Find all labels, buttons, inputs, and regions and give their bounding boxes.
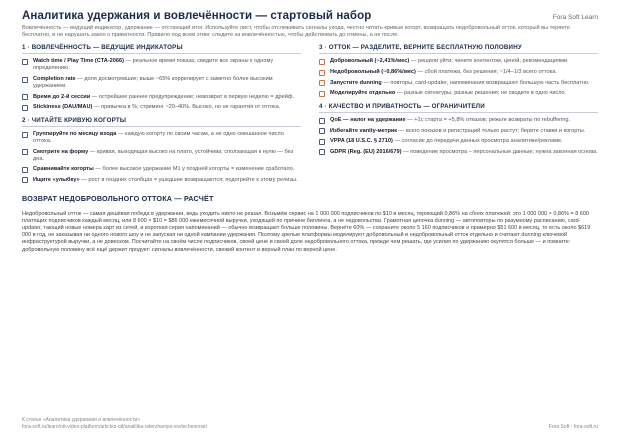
- footer: [22, 417, 598, 430]
- item-desc: — привычка в %; стриминг ~20–40%. Высоко, но не гарантия от оттока.: [92, 104, 281, 111]
- item-desc: — разные сигнатуры, разные решения; не сводите в одно число.: [395, 90, 567, 97]
- item-desc: — каждую когорту по своим часам, а не одно смешанное число оттока.: [33, 131, 284, 145]
- item-desc: — кривая, выходящая высоко на плато, устойчива; сползающая к нулю — без дна.: [33, 148, 294, 162]
- section-heading-quality: 4 · КАЧЕСТВО И ПРИВАТНОСТЬ — ОГРАНИЧИТЕЛИ: [319, 103, 598, 113]
- item-term: Недобровольный (~0,86%/мес): [330, 69, 416, 75]
- checkbox[interactable]: [22, 167, 28, 173]
- checklist-item: [319, 69, 598, 76]
- item-desc: — повторы, card-updater, напоминания возвращают большую часть бесплатно.: [381, 79, 590, 86]
- item-desc: — реальное время показа; сведите все экраны к одному определению.: [33, 58, 274, 72]
- checkbox[interactable]: [319, 149, 325, 155]
- item-term: Избегайте vanity-метрик: [330, 127, 398, 134]
- checklist-item: [319, 117, 598, 124]
- intro-paragraph: Вовлечённость — ведущий индикатор, удержание — отстающий итог. Используйте лист, чтобы отслеживать сигналы ухода, честно читать кривые когорт, возвращать недобровольный отток, который вы теряете бесплатно, и не нарушать закон о приватности. Правило под всем этим: следите за вовлечённостью, чтобы действовать до отмены, а не после.: [22, 25, 570, 39]
- checklist-item: [22, 131, 301, 145]
- section-items-churn: [319, 58, 598, 97]
- item-desc: — согласие до передачи данных просмотра аналитике/рекламе.: [392, 138, 563, 145]
- brand-label: Fora Soft Learn: [552, 14, 598, 21]
- checklist-item: [22, 94, 301, 101]
- checklist-item: [319, 58, 598, 65]
- item-term: Время до 2-й сессии: [33, 93, 91, 100]
- header: [22, 10, 598, 22]
- item-term: Группируйте по месяцу входа: [33, 131, 117, 138]
- item-term: VPPA (18 U.S.C. § 2710): [330, 138, 393, 145]
- item-term: GDPR (Reg. (EU) 2016/679): [330, 148, 402, 155]
- checkbox[interactable]: [319, 118, 325, 124]
- section-heading-churn: 3 · ОТТОК — РАЗДЕЛИТЕ, ВЕРНИТЕ БЕСПЛАТНУЮ ПОЛОВИНУ: [319, 44, 598, 54]
- item-desc: — острейшее раннее предупреждение; невозврат в первую неделю = дрейф.: [90, 93, 295, 100]
- item-term: Watch time / Play Time (CTA-2066): [33, 58, 124, 65]
- section-heading-cohort: 2 · ЧИТАЙТЕ КРИВУЮ КОГОРТЫ: [22, 117, 301, 127]
- checklist-item: [319, 138, 598, 145]
- left-column: [22, 44, 301, 187]
- item-term: QoE — налог на удержание: [330, 117, 406, 124]
- section-items-quality: [319, 117, 598, 156]
- footer-article-link[interactable]: fora-soft.ru/learn/ott-video-platform/articles-ott/analitika-uderzhaniya-vovlechennosti: [22, 423, 207, 430]
- checklist-item: [22, 104, 301, 111]
- item-term: Добровольный (~2,41%/мес): [330, 58, 410, 65]
- checkbox[interactable]: [22, 94, 28, 100]
- item-desc: — доля досмотревших; выше ~65% коррелирует с заметно более высоким удержанием.: [33, 76, 273, 89]
- section-items-cohort: [22, 131, 301, 184]
- checkbox[interactable]: [22, 132, 28, 138]
- checklist-item: [22, 58, 301, 72]
- item-term: Ищите «улыбку»: [33, 176, 80, 183]
- checkbox[interactable]: [22, 59, 28, 65]
- checklist-item: [22, 177, 301, 184]
- checklist-item: [319, 80, 598, 87]
- item-desc: — сбой платежа, без решения; ~1/4–1/3 всего оттока.: [415, 69, 557, 75]
- checkbox[interactable]: [319, 70, 325, 76]
- item-desc: — решили уйти; чините контентом, ценой, рекомендациями.: [409, 58, 569, 65]
- item-desc: — более высокое удержание M1 у поздней когорты = изменение сработало.: [93, 166, 295, 173]
- item-term: Смотрите на форму: [33, 148, 89, 155]
- item-term: Сравнивайте когорты: [33, 166, 94, 173]
- checkbox[interactable]: [319, 91, 325, 97]
- footer-brand: Fora Soft · fora-soft.ru: [548, 424, 598, 430]
- checkbox[interactable]: [319, 139, 325, 145]
- checkbox[interactable]: [319, 59, 325, 65]
- checkbox[interactable]: [22, 177, 28, 183]
- section-items-engagement: [22, 58, 301, 111]
- item-desc: — +1с старта = +5,8% отказов; режьте возвраты по rebuffering.: [405, 117, 570, 124]
- section-heading-engagement: 1 · ВОВЛЕЧЁННОСТЬ — ВЕДУЩИЕ ИНДИКАТОРЫ: [22, 44, 301, 54]
- page-title: Аналитика удержания и вовлечённости — стартовый набор: [22, 10, 372, 22]
- checkbox[interactable]: [319, 80, 325, 86]
- item-desc: — всего показов и регистраций только растут; берите ставки и когорты.: [397, 127, 586, 134]
- checkbox[interactable]: [319, 128, 325, 134]
- item-term: Моделируйте отдельно: [330, 90, 396, 97]
- checklist-item: [22, 76, 301, 90]
- checkbox[interactable]: [22, 105, 28, 111]
- checklist-item: [319, 128, 598, 135]
- checkbox[interactable]: [22, 77, 28, 83]
- checkbox[interactable]: [22, 149, 28, 155]
- checklist-grid: [22, 44, 598, 187]
- footer-article-label: К статье «Аналитика удержания и вовлечённости»: [22, 417, 140, 423]
- item-term: Stickiness (DAU/MAU): [33, 104, 93, 111]
- item-term: Completion rate: [33, 76, 76, 82]
- worked-example-title: ВОЗВРАТ НЕДОБРОВОЛЬНОГО ОТТОКА — РАСЧЁТ: [22, 193, 214, 203]
- worked-example-body: Недобровольный отток — самая дешёвая победа в удержании, ведь уходить никто не решал. Возьмём сервис на 1 000 000 подписчиков по $10 в месяц, теряющий 0,86% на сбоях платежей: это 1 000 000 × 0,86% = 8 600 платящих подписчиков каждый месяц, или 8 600 × $10 = $86 000 ежемесячной выручки, уходящей по причине биллинга, а не недовольства. Грамотная цепочка dunning — автоповторы по разумному расписанию, card-updater, тающий новые номера карт из сетей, и короткая серия напоминаний — обычно возвращает больше половины. Вернёте 60% — сохраните около 5 160 подписчиков и примерно $51 600 в месяц, то есть около $619 000 в год, не заказывая ни одного нового шоу и не запуская ни одной кампании удержания. Поэтому зрелые платформы моделируют добровольный и недобровольный отток отдельно и считают dunning ключевой инфраструктурой выручки, а не довеском. Посчитайте на своём числе подписчиков, своей цене и своей доле недобровольного оттока, прежде чем решать, где усилия по удержанию окупятся больше — и помните: добровольную половину всё ещё держит продукт: сигналы вовлечённости, свежий контент и верный план по верной цене.: [22, 210, 591, 253]
- checklist-item: [22, 149, 301, 163]
- item-term: Запустите dunning: [330, 79, 382, 86]
- checklist-item: [22, 166, 301, 173]
- item-desc: — поведение просмотра – персональные данные; нужна законная основа.: [401, 148, 598, 155]
- checklist-item: [319, 149, 598, 156]
- item-desc: — рост в поздних столбцах = ушедшие возвращаются; подогрейте к этому релизы.: [79, 176, 298, 183]
- checklist-item: [319, 90, 598, 97]
- right-column: [319, 44, 598, 187]
- footer-source: [22, 417, 207, 430]
